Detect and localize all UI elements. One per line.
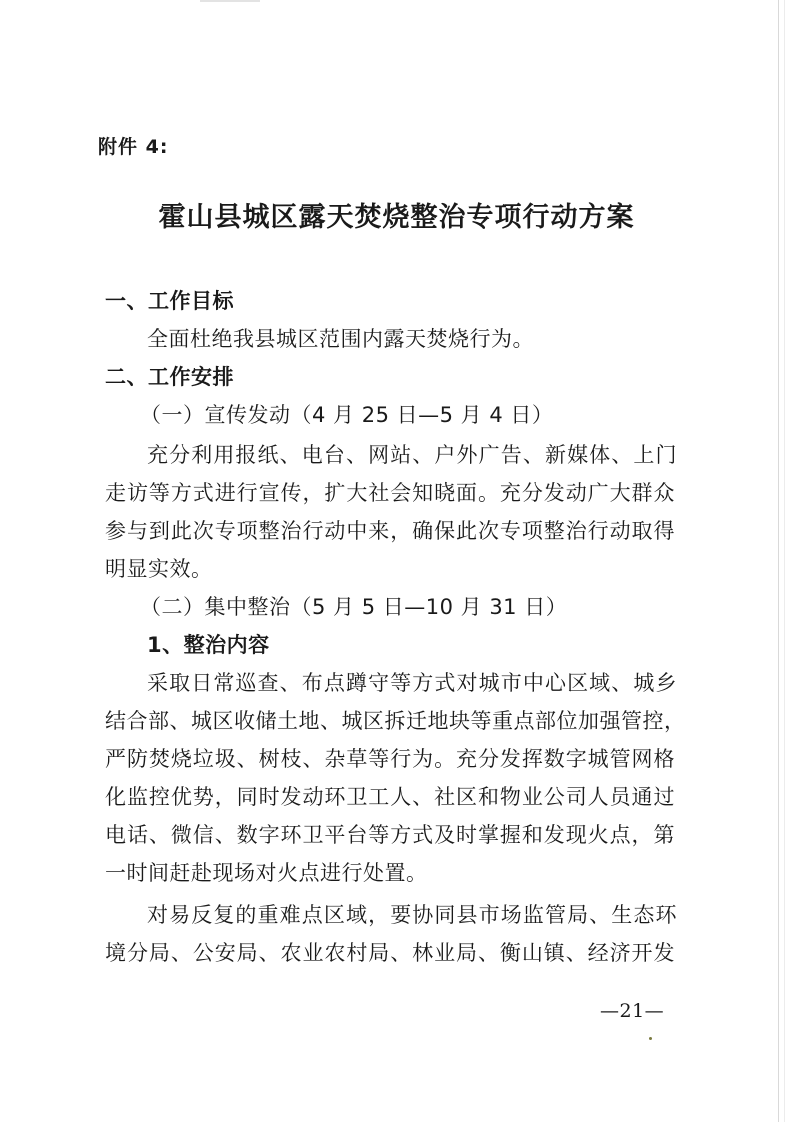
paragraph-content-line: 电话、微信、数字环卫平台等方式及时掌握和发现火点，第 [105, 823, 675, 847]
scan-edge-secondary [784, 0, 785, 1122]
attachment-label: 附件 4: [98, 136, 169, 158]
paragraph-publicity-line: 走访等方式进行宣传，扩大社会知晓面。充分发动广大群众 [105, 481, 675, 505]
paragraph-publicity-line: 充分利用报纸、电台、网站、户外广告、新媒体、上门 [147, 443, 677, 467]
ink-speck [649, 1037, 652, 1040]
paragraph-content-line: 一时间赶赴现场对火点进行处置。 [105, 861, 428, 885]
scan-top-mark [200, 0, 260, 2]
subsection-heading-rectification: （二）集中整治（5 月 5 日—10 月 31 日） [140, 595, 568, 619]
page-number: —21— [600, 1000, 665, 1022]
paragraph-publicity-line: 参与到此次专项整治行动中来，确保此次专项整治行动取得 [105, 519, 675, 543]
paragraph-difficult-areas-line: 境分局、公安局、农业农村局、林业局、衡山镇、经济开发 [105, 941, 675, 965]
item-heading-content: 1、整治内容 [147, 633, 270, 657]
section-heading-arrangement: 二、工作安排 [105, 365, 234, 389]
paragraph-difficult-areas-line: 对易反复的重难点区域，要协同县市场监管局、生态环 [147, 903, 677, 927]
paragraph-content-line: 化监控优势，同时发动环卫工人、社区和物业公司人员通过 [105, 785, 675, 809]
document-title: 霍山县城区露天焚烧整治专项行动方案 [158, 202, 635, 233]
paragraph-content-line: 采取日常巡查、布点蹲守等方式对城市中心区域、城乡 [147, 671, 677, 695]
section-heading-goals: 一、工作目标 [105, 289, 234, 313]
paragraph-content-line: 结合部、城区收储土地、城区拆迁地块等重点部位加强管控， [105, 709, 686, 733]
paragraph-publicity-line: 明显实效。 [105, 557, 213, 581]
scan-edge [778, 0, 779, 1122]
subsection-heading-publicity: （一）宣传发动（4 月 25 日—5 月 4 日） [140, 403, 554, 427]
paragraph-goals: 全面杜绝我县城区范围内露天焚烧行为。 [147, 327, 534, 351]
paragraph-content-line: 严防焚烧垃圾、树枝、杂草等行为。充分发挥数字城管网格 [105, 747, 675, 771]
